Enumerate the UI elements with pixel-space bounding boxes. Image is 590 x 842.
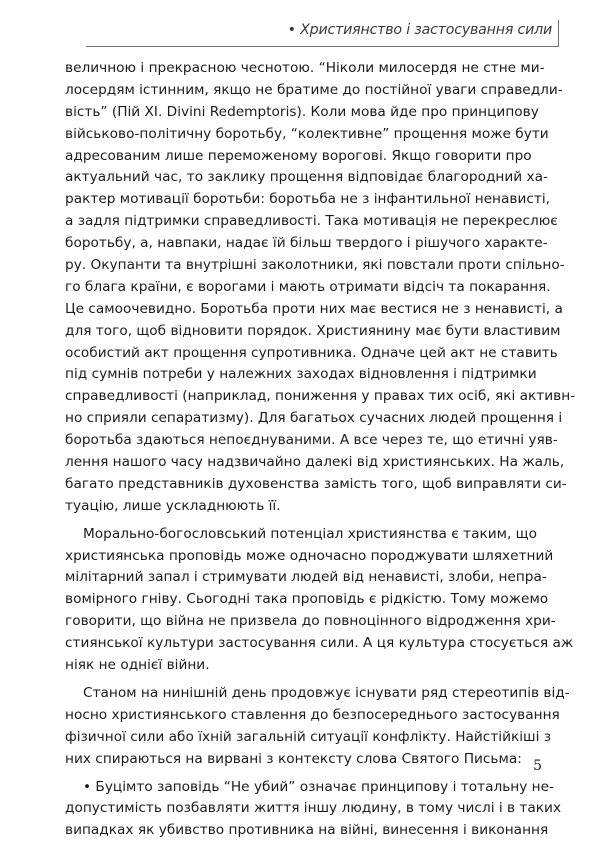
text-line: для того, щоб відновити порядок. Християнину має бути властивим (65, 321, 525, 343)
text-line: рактер мотивації боротьби: боротьба не з інфантильної ненависті, (65, 189, 525, 211)
text-line: багато представників духовенства замість того, щоб виправляти си- (65, 474, 525, 496)
text-line: Це самоочевидно. Боротьба проти них має вестися не з ненависті, а (65, 299, 525, 321)
text-line: ніяк не однієї війни. (65, 655, 525, 677)
running-header (86, 20, 559, 47)
text-line: мілітарний запал і стримувати людей від ненависті, злоби, непра- (65, 567, 525, 589)
text-line: боротьба здаються непоєднуваними. А все через те, що етичні уяв- (65, 430, 525, 452)
text-line: Морально-богословський потенціал християнства є таким, що (65, 524, 525, 546)
text-line: справедливості (наприклад, пониження у правах тих осіб, які активн- (65, 386, 525, 408)
text-line: го блага країни, є ворогами і мають отримати відсіч та покарання. (65, 277, 525, 299)
text-line: говорити, що війна не призвела до повноцінного відродження хри- (65, 611, 525, 633)
text-line: них спираються на вирвані з контексту слова Святого Письма: (65, 749, 525, 771)
text-line: військово-політичну боротьбу, “колективне” прощення може бути (65, 124, 525, 146)
text-line: лення нашого часу надзвичайно далекі від християнських. На жаль, (65, 452, 525, 474)
paragraph (65, 683, 525, 771)
running-header-title: • Християнство і застосування сили (288, 22, 552, 38)
text-line: величною і прекрасною чеснотою. “Ніколи милосердя не стне ми- (65, 58, 525, 80)
paragraph (65, 58, 525, 518)
text-line: під сумнів потреби у належних заходах відновлення і підтримки (65, 364, 525, 386)
text-line: но сприяли сепаратизму). Для багатьох сучасних людей прощення і (65, 408, 525, 430)
text-line: ру. Окупанти та внутрішні заколотники, які повстали проти спільно- (65, 255, 525, 277)
text-line: особистий акт прощення супротивника. Одначе цей акт не ставить (65, 343, 525, 365)
page-number: 5 (533, 758, 542, 774)
text-line: стиянської культури застосування сили. А ця культура стосується аж (65, 633, 525, 655)
body-text (65, 58, 525, 842)
paragraph (65, 777, 525, 842)
text-line: вомірного гніву. Сьогодні така проповідь є рідкістю. Тому можемо (65, 589, 525, 611)
text-line: Станом на нинішній день продовжує існувати ряд стереотипів від- (65, 683, 525, 705)
text-line: туацію, лише ускладнюють її. (65, 496, 525, 518)
text-line: християнська проповідь може одночасно породжувати шляхетний (65, 546, 525, 568)
text-line: фізичної сили або їхній загальній ситуації конфлікту. Найстійкіші з (65, 727, 525, 749)
text-line: носно християнського ставлення до безпосереднього застосування (65, 705, 525, 727)
text-line: боротьбу, а, навпаки, надає їй більш твердого і рішучого характе- (65, 233, 525, 255)
text-line: адресованим лише переможеному ворогові. Якщо говорити про (65, 146, 525, 168)
text-line: актуальний час, то заклику прощення відповідає благородний ха- (65, 167, 525, 189)
text-line: допустимість позбавляти життя іншу людину, в тому числі і в таких (65, 798, 525, 820)
text-line: вість” (Пій XI. Divini Redemptoris). Коли мова йде про принципову (65, 102, 525, 124)
text-line: випадках як убивство противника на війні, винесення і виконання (65, 820, 525, 842)
text-line: лосердям істинним, якщо не братиме до постійної уваги справедли- (65, 80, 525, 102)
paragraph (65, 524, 525, 677)
text-line: а задля підтримки справедливості. Така мотивація не перекреслює (65, 211, 525, 233)
text-line: • Буцімто заповідь “Не убий” означає принципову і тотальну не- (65, 777, 525, 799)
